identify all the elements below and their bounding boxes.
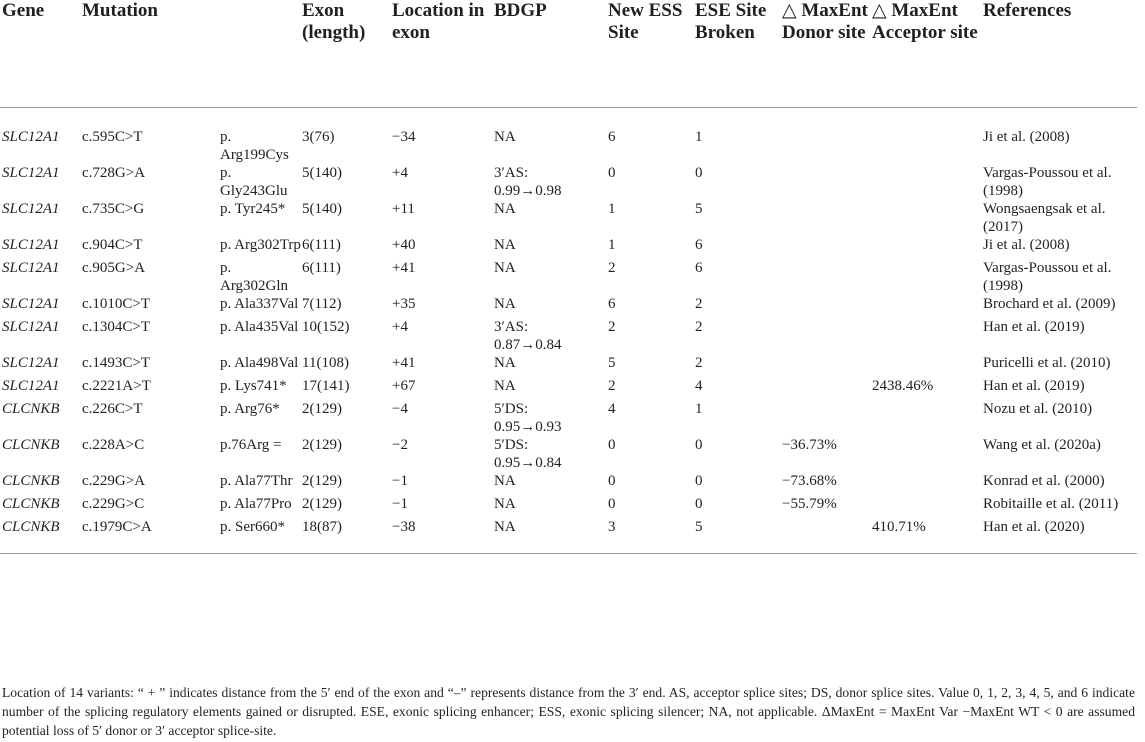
table-row: [0, 318, 1137, 354]
bdgp-cell: [494, 200, 608, 236]
location-cell: −1: [392, 473, 408, 489]
table-row: [0, 236, 1137, 259]
bdgp-cell-line: 5′DS:: [494, 437, 529, 453]
ese-broken-cell: 5: [695, 201, 703, 217]
gene-cell: CLCNKB: [2, 473, 60, 489]
maxent-acceptor-cell: [872, 400, 983, 436]
header-row: [0, 0, 1137, 108]
protein-cell: p. Ala337Val: [220, 296, 299, 312]
cdna-cell: c.1304C>T: [82, 319, 151, 335]
maxent-acceptor-cell: [872, 472, 983, 495]
header-gene: Gene: [0, 0, 82, 108]
table-row: [0, 495, 1137, 518]
exon-cell: 3(76): [302, 129, 335, 145]
bdgp-cell-line: NA: [494, 296, 516, 312]
cdna-cell: c.2221A>T: [82, 378, 151, 394]
ese-broken-cell: 0: [695, 496, 703, 512]
maxent-acceptor-cell: [872, 354, 983, 377]
table-row: [0, 164, 1137, 200]
location-cell: −1: [392, 496, 408, 512]
maxent-donor-cell: −73.68%: [782, 473, 837, 489]
protein-cell: p. Ala77Pro: [220, 496, 292, 512]
reference-cell: [983, 518, 1137, 554]
cdna-cell: c.228A>C: [82, 437, 145, 453]
cdna-cell: c.904C>T: [82, 237, 143, 253]
maxent-donor-cell: [782, 259, 872, 295]
header-ese-broken: ESE Site Broken: [695, 0, 782, 108]
new-ess-cell: 5: [608, 355, 616, 371]
ese-broken-cell: 2: [695, 296, 703, 312]
reference-cell: [983, 108, 1137, 165]
new-ess-cell: 2: [608, 378, 616, 394]
bdgp-cell: [494, 354, 608, 377]
gene-cell: SLC12A1: [2, 296, 60, 312]
ese-broken-cell: 4: [695, 378, 703, 394]
header-new-ess: New ESS Site: [608, 0, 695, 108]
ese-broken-cell: 5: [695, 518, 782, 554]
bdgp-cell: [494, 108, 608, 165]
exon-cell: 10(152): [302, 319, 350, 335]
maxent-acceptor-cell: 2438.46%: [872, 378, 934, 394]
cdna-cell: c.1493C>T: [82, 355, 151, 371]
reference-cell: [983, 472, 1137, 495]
cdna-cell: c.728G>A: [82, 165, 146, 181]
ese-broken-cell: 0: [695, 165, 703, 181]
protein-cell: p. Arg302Trp: [220, 237, 301, 253]
table-row: [0, 295, 1137, 318]
reference-cell-line: Brochard et al. (2009): [983, 296, 1116, 312]
table-row: [0, 377, 1137, 400]
protein-cell: p. Arg199Cys: [220, 129, 289, 163]
reference-cell-line: Ji et al. (2008): [983, 237, 1070, 253]
reference-cell: [983, 400, 1137, 436]
new-ess-cell: 6: [608, 129, 616, 145]
location-cell: +4: [392, 319, 408, 335]
header-location: Location in exon: [392, 0, 494, 108]
cdna-cell: c.905G>A: [82, 260, 146, 276]
reference-cell: [983, 436, 1137, 472]
reference-cell: [983, 295, 1137, 318]
exon-cell: 11(108): [302, 355, 349, 371]
reference-cell-line: Nozu et al. (2010): [983, 401, 1093, 417]
gene-cell: CLCNKB: [2, 496, 60, 512]
bdgp-cell-line: NA: [494, 473, 516, 489]
gene-cell: SLC12A1: [2, 378, 60, 394]
maxent-acceptor-cell: [872, 200, 983, 236]
bdgp-cell-line: NA: [494, 237, 516, 253]
reference-cell: [983, 236, 1137, 259]
ese-broken-cell: 6: [695, 260, 703, 276]
table-row: [0, 518, 1137, 554]
new-ess-cell: 0: [608, 473, 616, 489]
cdna-cell: c.1010C>T: [82, 296, 151, 312]
new-ess-cell: 3: [608, 518, 695, 554]
new-ess-cell: 2: [608, 319, 616, 335]
bdgp-cell: [494, 518, 608, 554]
header-references: References: [983, 0, 1137, 108]
gene-cell: CLCNKB: [2, 401, 60, 417]
cdna-cell: c.226C>T: [82, 401, 143, 417]
exon-cell: 2(129): [302, 496, 342, 512]
protein-cell: p. Ser660*: [220, 518, 302, 554]
gene-cell: SLC12A1: [2, 129, 60, 145]
new-ess-cell: 1: [608, 201, 616, 217]
maxent-acceptor-cell: [872, 164, 983, 200]
maxent-donor-cell: −36.73%: [782, 437, 837, 453]
maxent-donor-cell: [782, 236, 872, 259]
new-ess-cell: 0: [608, 165, 616, 181]
maxent-acceptor-cell: [872, 436, 983, 472]
gene-cell: CLCNKB: [0, 518, 82, 554]
maxent-acceptor-cell: 410.71%: [872, 518, 983, 554]
maxent-acceptor-cell: [872, 236, 983, 259]
bdgp-cell-line: 3′AS:: [494, 165, 529, 181]
ese-broken-cell: 2: [695, 319, 703, 335]
ese-broken-cell: 0: [695, 473, 703, 489]
protein-cell: p. Gly243Glu: [220, 165, 288, 199]
location-cell: +40: [392, 237, 416, 253]
bdgp-cell-line: NA: [494, 260, 516, 276]
reference-cell-line: Vargas-Poussou et al.: [983, 165, 1112, 181]
bdgp-cell: [494, 377, 608, 400]
exon-cell: 2(129): [302, 437, 342, 453]
maxent-acceptor-cell: [872, 495, 983, 518]
bdgp-cell: [494, 295, 608, 318]
bdgp-cell: [494, 259, 608, 295]
maxent-donor-cell: [782, 164, 872, 200]
exon-cell: 6(111): [302, 237, 341, 253]
new-ess-cell: 2: [608, 260, 616, 276]
gene-cell: SLC12A1: [2, 165, 60, 181]
bdgp-cell-line: 0.87→0.84: [494, 337, 562, 353]
new-ess-cell: 1: [608, 237, 616, 253]
reference-cell-line: (1998): [983, 183, 1023, 199]
bdgp-cell: [494, 318, 608, 354]
bdgp-cell-line: NA: [494, 519, 516, 535]
reference-cell-line: Puricelli et al. (2010): [983, 355, 1111, 371]
reference-cell-line: Wongsaengsak et al.: [983, 201, 1106, 217]
reference-cell: [983, 318, 1137, 354]
header-exon: Exon (length): [302, 0, 392, 108]
bdgp-cell-line: NA: [494, 378, 516, 394]
exon-cell: 18(87): [302, 518, 392, 554]
reference-cell: [983, 259, 1137, 295]
bdgp-cell: [494, 436, 608, 472]
reference-cell-line: Wang et al. (2020a): [983, 437, 1101, 453]
table-row: [0, 354, 1137, 377]
exon-cell: 17(141): [302, 378, 350, 394]
new-ess-cell: 4: [608, 401, 616, 417]
maxent-donor-cell: [782, 377, 872, 400]
bdgp-cell: [494, 236, 608, 259]
header-maxent-donor: △ MaxEnt Donor site: [782, 0, 872, 108]
location-cell: +35: [392, 296, 416, 312]
gene-cell: CLCNKB: [2, 437, 60, 453]
location-cell: −2: [392, 437, 408, 453]
table-row: [0, 259, 1137, 295]
reference-cell-line: Konrad et al. (2000): [983, 473, 1105, 489]
location-cell: +41: [392, 355, 416, 371]
location-cell: +4: [392, 165, 408, 181]
ese-broken-cell: 0: [695, 437, 703, 453]
maxent-acceptor-cell: [872, 108, 983, 165]
cdna-cell: c.1979C>A: [82, 518, 220, 554]
location-cell: +41: [392, 260, 416, 276]
bdgp-cell: [494, 495, 608, 518]
maxent-acceptor-cell: [872, 295, 983, 318]
location-cell: −34: [392, 129, 416, 145]
bdgp-cell-line: 3′AS:: [494, 319, 529, 335]
protein-cell: p. Tyr245*: [220, 201, 286, 217]
location-cell: −4: [392, 401, 408, 417]
reference-cell-line: (2017): [983, 219, 1023, 235]
bdgp-cell-line: NA: [494, 201, 516, 217]
reference-cell-line: Ji et al. (2008): [983, 129, 1070, 145]
reference-cell: [983, 164, 1137, 200]
ese-broken-cell: 2: [695, 355, 703, 371]
cdna-cell: c.735C>G: [82, 201, 145, 217]
new-ess-cell: 6: [608, 296, 616, 312]
reference-cell-line: Robitaille et al. (2011): [983, 496, 1119, 512]
protein-cell: p. Arg302Gln: [220, 260, 289, 294]
gene-cell: SLC12A1: [2, 201, 60, 217]
reference-cell-line: (1998): [983, 278, 1023, 294]
gene-cell: SLC12A1: [2, 260, 60, 276]
exon-cell: 5(140): [302, 165, 342, 181]
table-row: [0, 108, 1137, 165]
reference-cell-line: Han et al. (2019): [983, 378, 1085, 394]
protein-cell: p. Arg76*: [220, 401, 280, 417]
protein-cell: p. Lys741*: [220, 378, 287, 394]
maxent-donor-cell: [782, 295, 872, 318]
new-ess-cell: 0: [608, 496, 616, 512]
maxent-donor-cell: [782, 200, 872, 236]
gene-cell: SLC12A1: [2, 355, 60, 371]
header-bdgp: BDGP: [494, 0, 608, 108]
bdgp-cell-line: 5′DS:: [494, 401, 529, 417]
exon-cell: 2(129): [302, 473, 342, 489]
maxent-donor-cell: [782, 108, 872, 165]
maxent-donor-cell: [782, 318, 872, 354]
reference-cell-line: Han et al. (2020): [983, 519, 1085, 535]
gene-cell: SLC12A1: [2, 237, 60, 253]
reference-cell: [983, 377, 1137, 400]
protein-cell: p.76Arg =: [220, 437, 282, 453]
header-mutation: Mutation: [82, 0, 302, 108]
maxent-donor-cell: [782, 400, 872, 436]
new-ess-cell: 0: [608, 437, 616, 453]
cdna-cell: c.595C>T: [82, 129, 143, 145]
table-footnote: Location of 14 variants: “ + ” indicates distance from the 5′ end of the exon and “–” represents distance from the 3′ end. AS, acceptor splice sites; DS, donor splice sites. Value 0, 1, 2, 3, 4, 5, and 6 indicate number of the splicing regulatory elements gained or disrupted. ESE, exonic splicing enhancer; ESS, exonic splicing silencer; NA, not applicable. ΔMaxEnt = MaxEnt Var −MaxEnt WT < 0 are assumed potential loss of 5′ donor or 3′ acceptor splice-site.: [2, 685, 1135, 738]
exon-cell: 7(112): [302, 296, 342, 312]
bdgp-cell-line: 0.95→0.84: [494, 455, 562, 471]
reference-cell-line: Han et al. (2019): [983, 319, 1085, 335]
reference-cell: [983, 354, 1137, 377]
location-cell: −38: [392, 518, 494, 554]
ese-broken-cell: 1: [695, 129, 703, 145]
cdna-cell: c.229G>C: [82, 496, 145, 512]
ese-broken-cell: 6: [695, 237, 703, 253]
table-body: [0, 108, 1137, 554]
reference-cell: [983, 200, 1137, 236]
reference-cell-line: Vargas-Poussou et al.: [983, 260, 1112, 276]
maxent-acceptor-cell: [872, 318, 983, 354]
protein-cell: p. Ala498Val: [220, 355, 299, 371]
location-cell: +67: [392, 378, 416, 394]
header-maxent-acceptor: △ MaxEnt Acceptor site: [872, 0, 983, 108]
exon-cell: 5(140): [302, 201, 342, 217]
bdgp-cell-line: NA: [494, 355, 516, 371]
table-row: [0, 472, 1137, 495]
cdna-cell: c.229G>A: [82, 473, 146, 489]
ese-broken-cell: 1: [695, 401, 703, 417]
table-row: [0, 200, 1137, 236]
maxent-donor-cell: [782, 354, 872, 377]
maxent-acceptor-cell: [872, 259, 983, 295]
protein-cell: p. Ala435Val: [220, 319, 299, 335]
bdgp-cell-line: 0.99→0.98: [494, 183, 562, 199]
bdgp-cell-line: NA: [494, 129, 516, 145]
location-cell: +11: [392, 201, 415, 217]
maxent-donor-cell: −55.79%: [782, 496, 837, 512]
protein-cell: p. Ala77Thr: [220, 473, 293, 489]
exon-cell: 2(129): [302, 401, 342, 417]
gene-cell: SLC12A1: [2, 319, 60, 335]
table-row: [0, 436, 1137, 472]
bdgp-cell-line: NA: [494, 496, 516, 512]
bdgp-cell: [494, 472, 608, 495]
bdgp-cell-line: 0.95→0.93: [494, 419, 562, 435]
bdgp-cell: [494, 164, 608, 200]
maxent-donor-cell: [782, 518, 872, 554]
exon-cell: 6(111): [302, 260, 341, 276]
reference-cell: [983, 495, 1137, 518]
bdgp-cell: [494, 400, 608, 436]
table-row: [0, 400, 1137, 436]
